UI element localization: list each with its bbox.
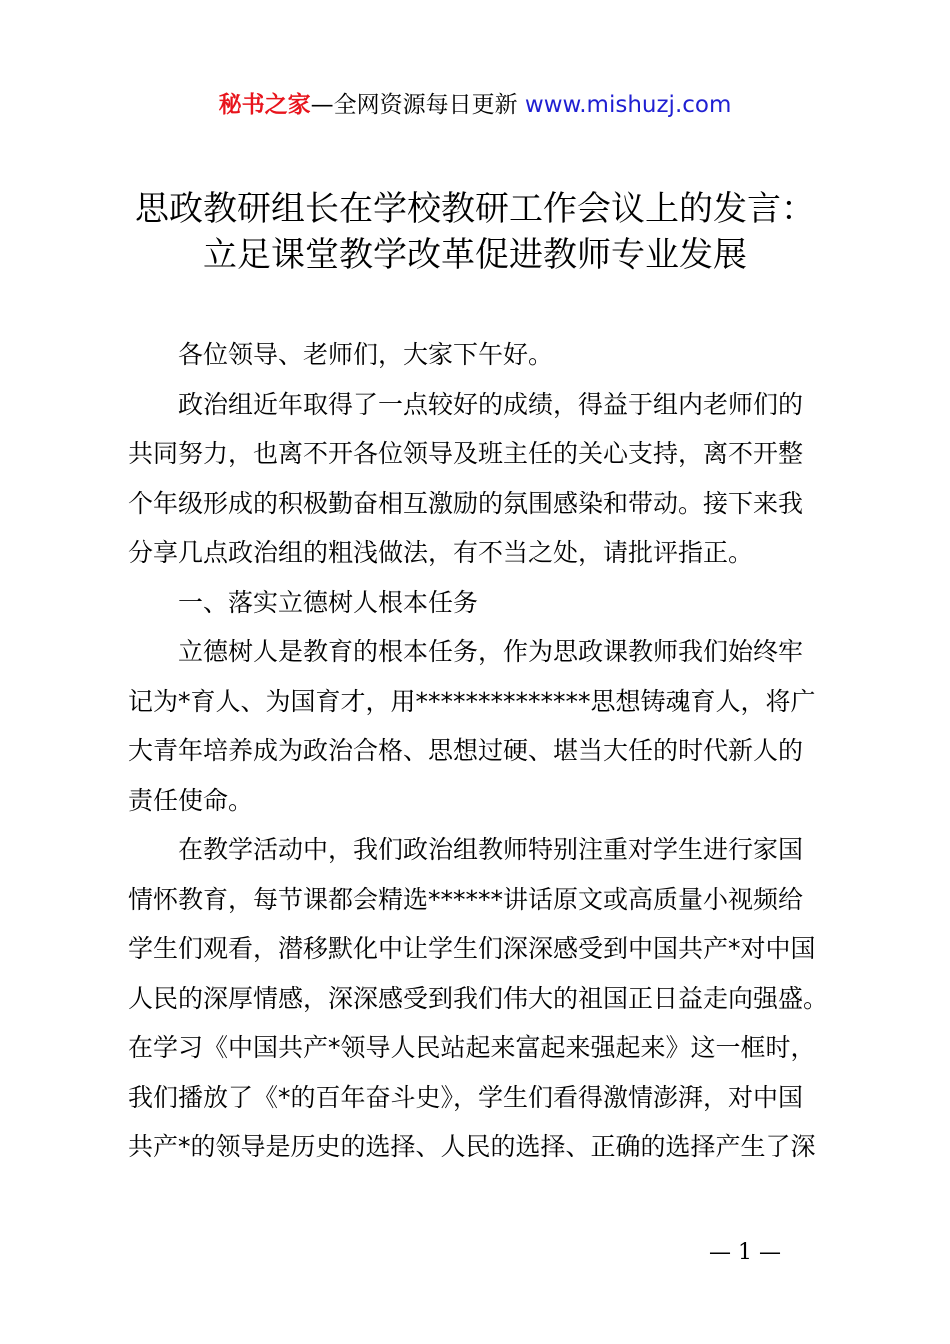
section-heading-1 xyxy=(128,578,834,628)
paragraph-3 xyxy=(128,825,834,1172)
site-header xyxy=(0,88,950,122)
paragraph-line: 学生们观看，潜移默化中让学生们深深感受到中国共产*对中国 xyxy=(128,934,816,963)
paragraph-line: 大青年培养成为政治合格、思想过硬、堪当大任的时代新人的 xyxy=(128,736,804,765)
paragraph-line: 个年级形成的积极勤奋相互激励的氛围感染和带动。接下来我 xyxy=(128,488,804,518)
document-body xyxy=(128,330,834,1172)
paragraph-line: 责任使命。 xyxy=(128,785,254,815)
paragraph-line: 共同努力，也离不开各位领导及班主任的关心支持，离不开整 xyxy=(128,439,804,468)
paragraph-line: 情怀教育，每节课都会精选******讲话原文或高质量小视频给 xyxy=(128,884,804,914)
paragraph-line: 政治组近年取得了一点较好的成绩，得益于组内老师们的 xyxy=(178,389,804,419)
paragraph-line: 记为*育人、为国育才，用**************思想铸魂育人，将广 xyxy=(128,686,816,716)
brand-name: 秘书之家 xyxy=(218,92,311,118)
paragraph-2 xyxy=(128,627,834,825)
website-link[interactable]: www.mishuzj.com xyxy=(524,92,732,118)
paragraph-line: 分享几点政治组的粗浅做法，有不当之处，请批评指正。 xyxy=(128,538,754,567)
paragraph-line: 我们播放了《*的百年奋斗史》，学生们看得激情澎湃，对中国 xyxy=(128,1082,804,1112)
paragraph-line: 立德树人是教育的根本任务，作为思政课教师我们始终牢 xyxy=(178,637,804,666)
paragraph-line: 在学习《中国共产*领导人民站起来富起来强起来》这一框时， xyxy=(128,1033,816,1062)
title-line-1: 思政教研组长在学校教研工作会议上的发言： xyxy=(135,189,815,229)
paragraph-line: 人民的深厚情感，深深感受到我们伟大的祖国正日益走向强盛。 xyxy=(128,983,829,1013)
page-number: — 1 — xyxy=(709,1240,781,1265)
greeting-line: 各位领导、老师们，大家下午好。 xyxy=(178,340,554,369)
title-line-2: 立足课堂教学改革促进教师专业发展 xyxy=(203,235,747,275)
greeting-paragraph xyxy=(128,330,834,380)
paragraph-line: 在教学活动中，我们政治组教师特别注重对学生进行家国 xyxy=(178,835,804,864)
paragraph-1 xyxy=(128,380,834,578)
section-heading-line: 一、落实立德树人根本任务 xyxy=(178,587,479,617)
document-title xyxy=(0,186,950,278)
header-slogan: —全网资源每日更新 xyxy=(310,92,525,118)
paragraph-line: 共产*的领导是历史的选择、人民的选择、正确的选择产生了深 xyxy=(128,1132,816,1161)
